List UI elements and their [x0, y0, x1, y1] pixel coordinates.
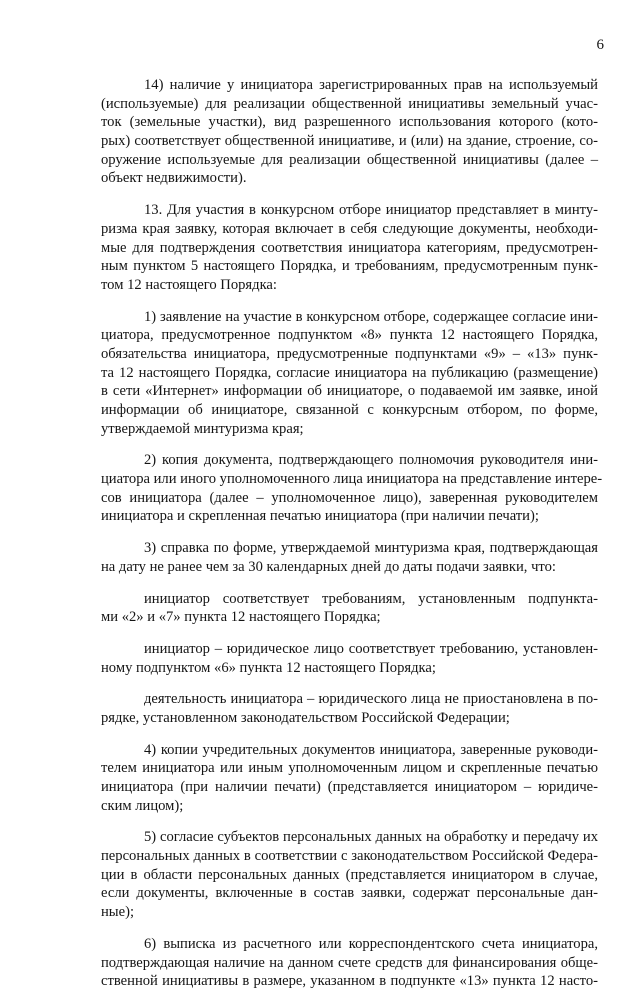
- text-line: 1) заявление на участие в конкурсном отборе, содержащее согласие ини-: [144, 308, 598, 325]
- paragraph: [101, 590, 598, 627]
- text-line: объект недвижимости).: [101, 170, 247, 187]
- paragraph: [101, 308, 598, 439]
- text-line: информации об инициаторе, связанной с конкурсным отбором, по форме,: [101, 402, 598, 418]
- text-line: ми «2» и «7» пункта 12 настоящего Порядка;: [101, 609, 381, 626]
- text-line: подтверждающая наличие на данном счете средств для финансирования обще-: [101, 954, 598, 971]
- text-line: 14) наличие у инициатора зарегистрированных прав на используемый: [144, 77, 598, 93]
- text-line: телем инициатора или иным уполномоченным лицом и скрепленные печатью: [101, 760, 598, 777]
- text-line: 4) копии учредительных документов инициатора, заверенные руководи-: [144, 741, 598, 758]
- paragraph: [101, 201, 598, 294]
- text-line: та 12 настоящего Порядка, согласие инициатора на публикацию (размещение): [101, 364, 598, 381]
- page-number: 6: [596, 37, 604, 53]
- text-line: инициатор – юридическое лицо соответствует требованию, установлен-: [144, 640, 598, 657]
- text-line: ственной инициативы в размере, указанном в подпункте «13» пункта 12 насто-: [101, 973, 598, 990]
- paragraph: [101, 539, 598, 576]
- paragraph: [101, 935, 598, 991]
- text-line: мые для подтверждения соответствия инициатора категориям, предусмотрен-: [101, 239, 598, 256]
- text-line: том 12 настоящего Порядка:: [101, 276, 277, 293]
- text-line: 3) справка по форме, утверждаемой минтуризма края, подтверждающая: [144, 540, 598, 557]
- text-line: рядке, установленном законодательством Российской Федерации;: [101, 709, 510, 726]
- text-line: рых) соответствует общественной инициативе, и (или) на здание, строение, со-: [101, 133, 598, 150]
- text-line: ции в области персональных данных (представляется инициатором в случае,: [101, 866, 598, 883]
- text-line: обязательства инициатора, предусмотренные подпунктами «9» – «13» пунк-: [101, 345, 598, 362]
- paragraph: [101, 741, 598, 816]
- text-line: если документы, включенные в состав заявки, содержат персональные дан-: [101, 885, 598, 902]
- text-line: ные);: [101, 904, 135, 921]
- document-body: [101, 76, 603, 1004]
- text-line: циатора или иного уполномоченного лица инициатора на представление интере-: [101, 471, 603, 488]
- text-line: 13. Для участия в конкурсном отборе инициатор представляет в минту-: [144, 202, 598, 219]
- text-line: 5) согласие субъектов персональных данных на обработку и передачу их: [144, 829, 598, 846]
- text-line: 2) копия документа, подтверждающего полномочия руководителя ини-: [144, 452, 598, 469]
- text-line: циатора, предусмотренное подпунктом «8» пункта 12 настоящего Порядка,: [101, 327, 598, 344]
- text-line: ризма края заявку, которая включает в себя следующие документы, необходи-: [101, 220, 598, 237]
- paragraph: [101, 828, 598, 921]
- text-line: ским лицом);: [101, 797, 184, 814]
- text-line: (используемые) для реализации общественной инициативы земельный учас-: [101, 95, 598, 112]
- text-line: оружение используемые для реализации общественной инициативы (далее –: [101, 151, 598, 168]
- text-line: персональных данных в соответствии с законодательством Российской Федера-: [101, 848, 598, 865]
- text-line: инициатора (при наличии печати) (представляется инициатором – юридиче-: [101, 779, 598, 795]
- text-line: ток (земельные участки), вид разрешенного использования которого (кото-: [101, 114, 598, 131]
- text-line: деятельность инициатора – юридического лица не приостановлена в по-: [144, 691, 598, 708]
- paragraph: [101, 76, 598, 188]
- text-line: на дату не ранее чем за 30 календарных дней до даты подачи заявки, что:: [101, 558, 556, 575]
- text-line: инициатора и скрепленная печатью инициатора (при наличии печати);: [101, 508, 539, 525]
- text-line: в сети «Интернет» информации об инициаторе, о подаваемой им заявке, иной: [101, 383, 598, 400]
- text-line: инициатор соответствует требованиям, установленным подпункта-: [144, 590, 598, 607]
- text-line: 6) выписка из расчетного или корреспондентского счета инициатора,: [144, 935, 598, 952]
- text-line: сов инициатора (далее – уполномоченное лицо), заверенная руководителем: [101, 489, 598, 506]
- paragraph: [101, 640, 598, 677]
- text-line: ным пунктом 5 настоящего Порядка, и требованиям, предусмотренным пунк-: [101, 258, 598, 275]
- text-line: утверждаемой минтуризма края;: [101, 420, 304, 437]
- paragraph: [101, 451, 603, 526]
- paragraph: [101, 690, 598, 727]
- text-line: ному подпунктом «6» пункта 12 настоящего Порядка;: [101, 659, 436, 676]
